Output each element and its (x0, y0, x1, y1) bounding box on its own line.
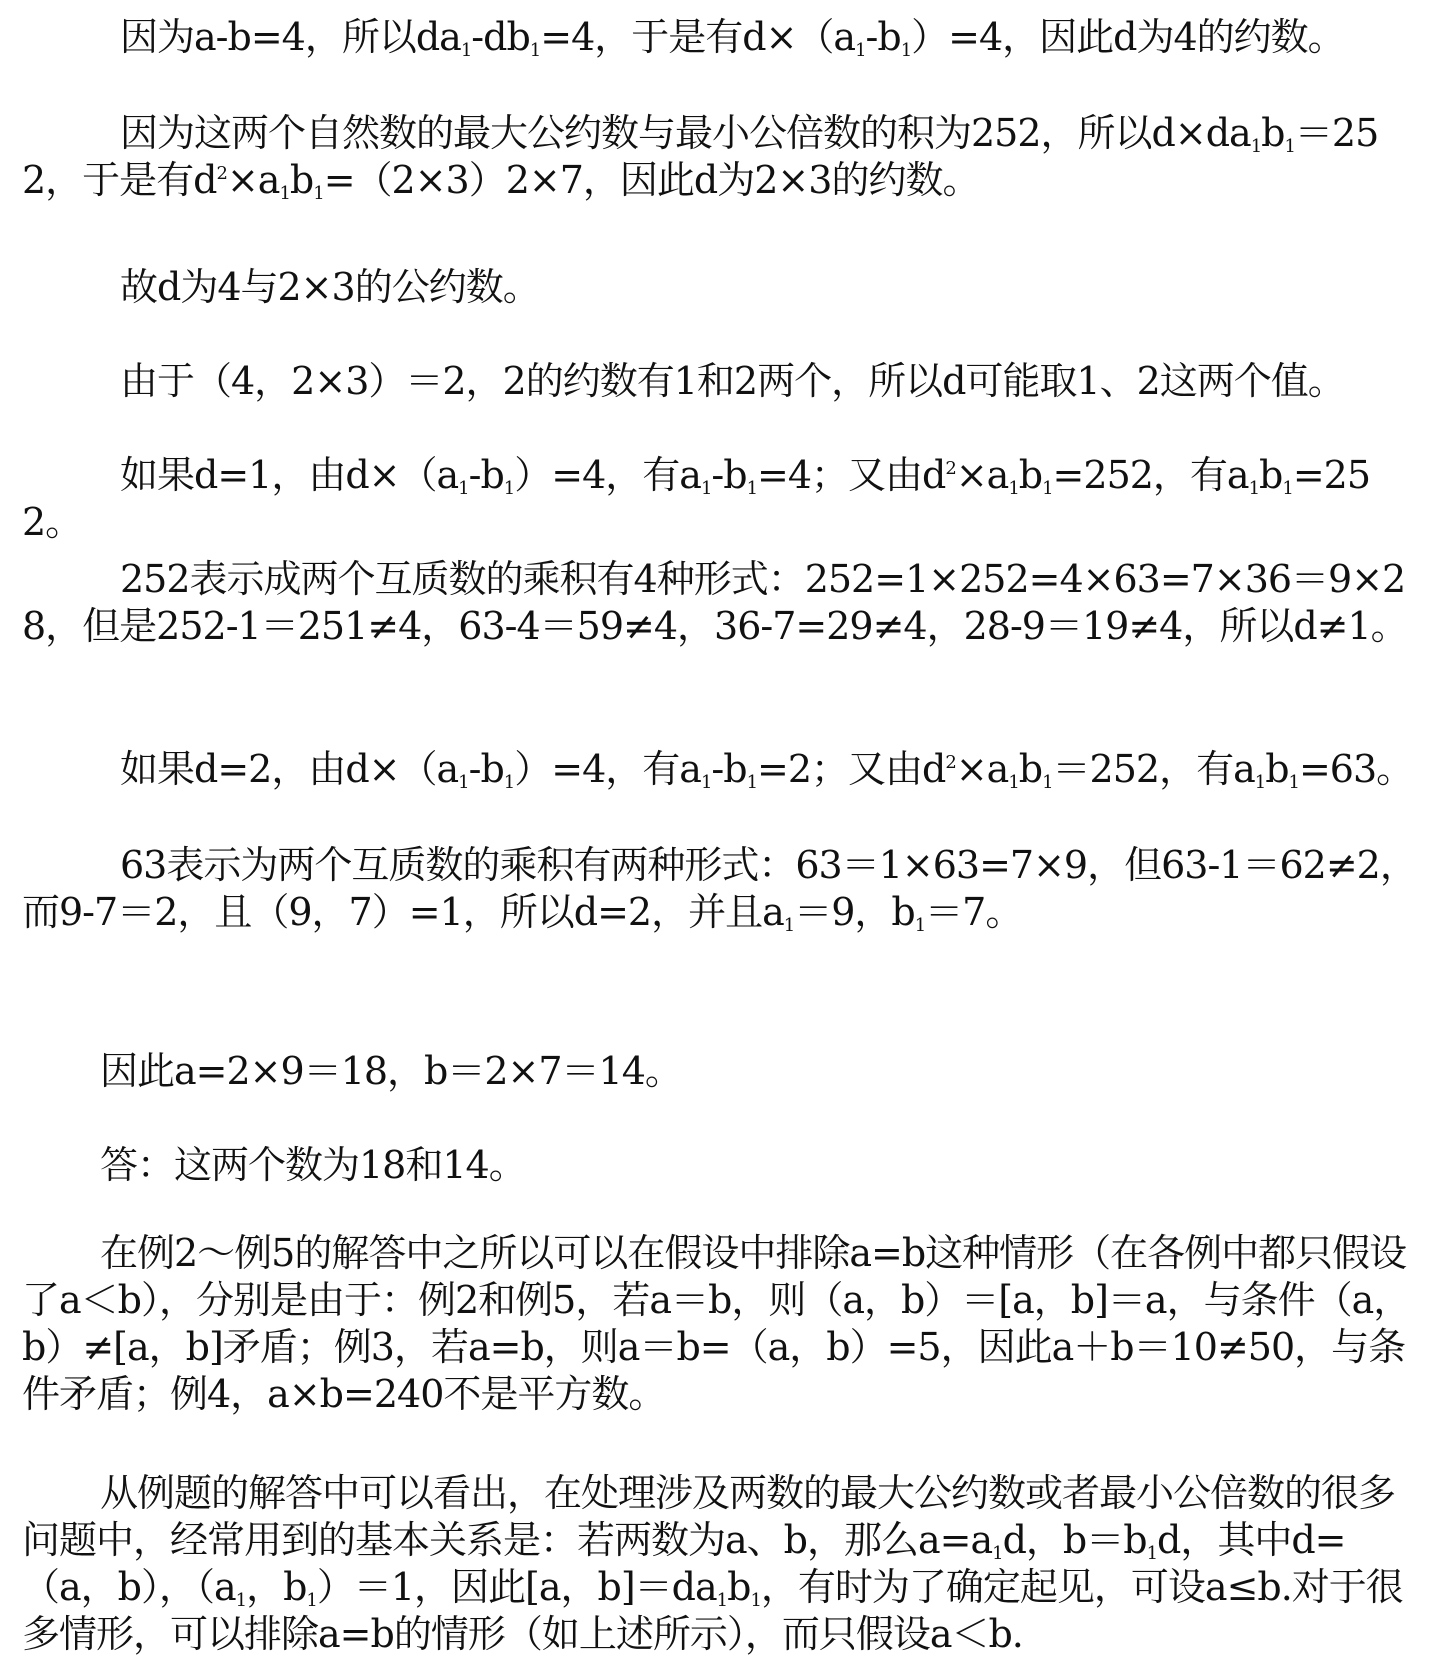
text-run: 如果d=1，由d×（a (120, 453, 459, 497)
subscript: 1 (503, 772, 515, 793)
text-run: -b (468, 453, 504, 497)
subscript: 1 (460, 40, 472, 61)
text-run: 因此a=2×9＝18，b＝2×7＝14。 (100, 1049, 682, 1093)
subscript: 1 (1042, 478, 1053, 499)
subscript: 1 (746, 772, 758, 793)
text-run: ＝7。 (925, 890, 1023, 934)
text-run: ，b (246, 1565, 307, 1609)
text-run: -b (711, 747, 747, 791)
text-run: 63表示为两个互质数的乘积有两种形式：63＝1×63=7×9，但63-1＝62≠2，而9-7＝2，且（9，7）=1，所以d=2，并且a (22, 843, 1417, 934)
subscript: 1 (1008, 772, 1019, 793)
text-run: 故d为4与2×3的公约数。 (120, 265, 540, 309)
text-run: =（2×3）2×7，因此d为2×3的约数。 (323, 158, 980, 202)
text-run: ＝9，b (794, 890, 915, 934)
text-run: ×a (955, 747, 1009, 791)
subscript: 1 (313, 183, 324, 204)
text-run: 由于（4，2×3）＝2，2的约数有1和2两个，所以d可能取1、2这两个值。 (120, 359, 1345, 403)
paragraph-1 (22, 14, 1422, 61)
text-run: ）=4，因此d为4的约数。 (911, 15, 1345, 59)
subscript: 1 (914, 915, 926, 936)
paragraph-9 (22, 1048, 1422, 1095)
subscript: 1 (1282, 478, 1293, 499)
subscript: 1 (503, 478, 515, 499)
paragraph-4 (22, 358, 1422, 405)
subscript: 1 (306, 1590, 317, 1611)
subscript: 1 (900, 40, 912, 61)
subscript: 1 (855, 40, 866, 61)
superscript: 2 (945, 752, 956, 773)
text-run: -b (468, 747, 504, 791)
subscript: 1 (746, 478, 758, 499)
subscript: 1 (700, 772, 712, 793)
subscript: 1 (1008, 478, 1019, 499)
paragraph-12 (22, 1470, 1422, 1658)
subscript: 1 (458, 478, 469, 499)
subscript: 1 (1146, 1543, 1158, 1564)
paragraph-5 (22, 452, 1422, 546)
text-run: b (1259, 453, 1283, 497)
text-run: -b (865, 15, 901, 59)
paragraph-8 (22, 842, 1422, 936)
text-run: d，b＝b (1002, 1518, 1147, 1562)
subscript: 1 (458, 772, 469, 793)
text-run: ）＝1，因此[a，b]＝da (316, 1565, 717, 1609)
text-run: -db (471, 15, 530, 59)
text-run: ，有时为了确定起见，可设a≤b.对于很多情形，可以排除a=b的情形（如上述所示），而只假设a＜b. (22, 1565, 1403, 1656)
text-run: =2；又由d (757, 747, 946, 791)
subscript: 1 (279, 183, 290, 204)
text-run: b (289, 158, 314, 202)
text-run: 因为这两个自然数的最大公约数与最小公倍数的积为252，所以d×da (120, 111, 1251, 155)
text-run: ＝252，于是有d (22, 111, 1379, 202)
text-run: =4，于是有d×（a (540, 15, 856, 59)
paragraph-7 (22, 746, 1422, 793)
text-run: =63。 (1298, 747, 1414, 791)
text-run: b (1261, 111, 1285, 155)
paragraph-10 (22, 1142, 1422, 1189)
subscript: 1 (1284, 136, 1295, 157)
paragraph-6 (22, 556, 1422, 650)
text-run: =4；又由d (757, 453, 946, 497)
text-run: b (1265, 747, 1289, 791)
text-run: 在例2～例5的解答中之所以可以在假设中排除a=b这种情形（在各例中都只假设了a＜b），分别是由于：例2和例5，若a＝b，则（a，b）＝[a，b]＝a，与条件（a，b）≠[a，b]矛盾；例3，若a=b，则a＝b=（a，b）=5，因此a＋b＝10≠50，与条件矛盾；例4，a×b=240不是平方数。 (22, 1231, 1411, 1416)
superscript: 2 (216, 163, 227, 184)
text-run: b (727, 1565, 751, 1609)
text-run: 如果d=2，由d×（a (120, 747, 459, 791)
subscript: 1 (700, 478, 712, 499)
text-run: d，其中d=（a，b），（a (22, 1518, 1346, 1609)
subscript: 1 (716, 1590, 728, 1611)
subscript: 1 (235, 1590, 247, 1611)
text-run: -b (711, 453, 747, 497)
paragraph-11 (22, 1230, 1422, 1418)
text-run: ×a (226, 158, 280, 202)
subscript: 1 (529, 40, 541, 61)
text-run: ）=4，有a (514, 747, 701, 791)
text-run: b (1018, 747, 1043, 791)
subscript: 1 (750, 1590, 761, 1611)
text-run: =252，有a (1052, 453, 1249, 497)
text-run: ＝252，有a (1052, 747, 1255, 791)
paragraph-2 (22, 110, 1422, 204)
text-run: b (1018, 453, 1043, 497)
text-run: ×a (955, 453, 1009, 497)
text-run: 从例题的解答中可以看出，在处理涉及两数的最大公约数或者最小公倍数的很多问题中，经常用到的基本关系是：若两数为a、b，那么a=a (22, 1471, 1396, 1562)
subscript: 1 (1288, 772, 1299, 793)
text-run: 答：这两个数为18和14。 (100, 1143, 526, 1187)
subscript: 1 (992, 1543, 1003, 1564)
paragraph-3 (22, 264, 1422, 311)
text-run: ）=4，有a (514, 453, 701, 497)
subscript: 1 (783, 915, 795, 936)
text-run: =252。 (22, 453, 1371, 544)
text-run: 因为a-b=4，所以da (120, 15, 461, 59)
subscript: 1 (1250, 136, 1262, 157)
superscript: 2 (945, 458, 956, 479)
subscript: 1 (1042, 772, 1053, 793)
text-run: 252表示成两个互质数的乘积有4种形式：252=1×252=4×63=7×36＝9×28，但是252-1＝251≠4，63-4＝59≠4，36-7=29≠4，28-9＝19≠4，所以d≠1。 (22, 557, 1408, 648)
subscript: 1 (1248, 478, 1260, 499)
subscript: 1 (1254, 772, 1266, 793)
